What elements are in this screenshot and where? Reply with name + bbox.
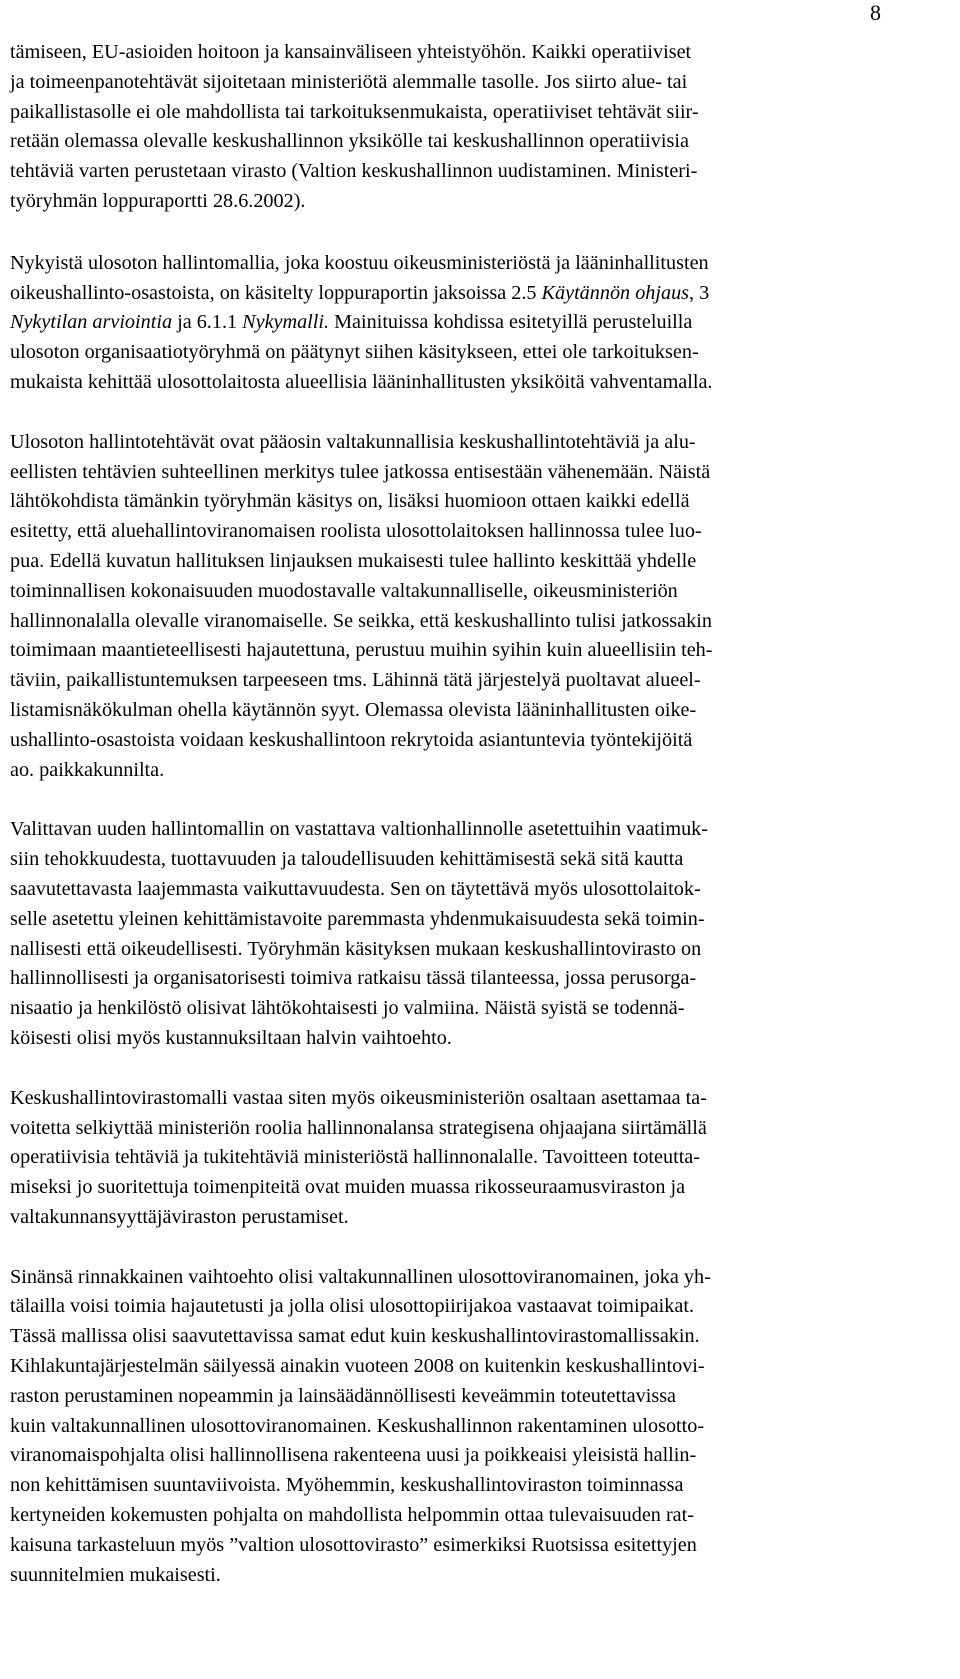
text-line: ushallinto-osastoista voidaan keskushallintoon rekrytoida asiantuntevia työntekijöitä — [10, 728, 693, 751]
text-line: eellisten tehtävien suhteellinen merkitys tulee jatkossa entisestään vähenemään. Näistä — [10, 460, 711, 483]
paragraph-6 — [10, 1263, 945, 1591]
text-line: kuin valtakunnallinen ulosottoviranomainen. Keskushallinnon rakentaminen ulosotto- — [10, 1414, 705, 1437]
text-line: paikallistasolle ei ole mahdollista tai tarkoituksenmukaista, operatiiviset tehtävät siir- — [10, 100, 699, 123]
text-line: Nykyistä ulosoton hallintomallia, joka koostuu oikeusministeriöstä ja lääninhallitusten — [10, 251, 709, 274]
text-line: Keskushallintovirastomalli vastaa siten myös oikeusministeriön osaltaan asettamaa ta- — [10, 1086, 707, 1109]
paragraph-4 — [10, 815, 945, 1053]
text-line: toimimaan maantieteellisesti hajautettuna, perustuu muihin syihin kuin alueellisiin teh- — [10, 639, 713, 662]
text-line: suunnitelmien mukaisesti. — [10, 1563, 221, 1586]
text-line: tälailla voisi toimia hajautetusti ja jolla olisi ulosottopiirijakoa vastaavat toimipaikat. — [10, 1295, 694, 1318]
section-title-italic: Nykytilan arviointia — [10, 311, 173, 334]
text-line: Tässä mallissa olisi saavutettavissa samat edut kuin keskushallintovirastomallissakin. — [10, 1325, 700, 1348]
text-line-mixed — [10, 308, 945, 338]
text-line: tämiseen, EU-asioiden hoitoon ja kansainväliseen yhteistyöhön. Kaikki operatiiviset — [10, 41, 692, 63]
text-line: kaisuna tarkasteluun myös ”valtion ulosottovirasto” esimerkiksi Ruotsissa esitettyjen — [10, 1533, 697, 1556]
text-segment: oikeushallinto-osastoista, on käsitelty loppuraportin jaksoissa 2.5 — [10, 281, 542, 304]
text-segment: Mainituissa kohdissa esitetyillä perusteluilla — [329, 311, 693, 334]
text-line: täviin, paikallistuntemuksen tarpeeseen tms. Lähinnä tätä järjestelyä puoltavat alueel- — [10, 669, 701, 692]
text-line: Ulosoton hallintotehtävät ovat pääosin valtakunnallisia keskushallintotehtäviä ja alu- — [10, 430, 696, 453]
text-line: nallisesti että oikeudellisesti. Työryhmän käsityksen mukaan keskushallintovirasto on — [10, 937, 702, 960]
text-line: kertyneiden kokemusten pohjalta on mahdollista helpommin ottaa tulevaisuuden rat- — [10, 1504, 694, 1527]
text-line: tehtäviä varten perustetaan virasto (Valtion keskushallinnon uudistaminen. Ministeri- — [10, 160, 698, 183]
text-line: ulosoton organisaatiotyöryhmä on päätynyt siihen käsitykseen, ettei ole tarkoituksen- — [10, 341, 699, 364]
text-line: lähtökohdista tämänkin työryhmän käsitys on, lisäksi huomioon ottaen kaikki edellä — [10, 490, 690, 513]
page-number: 8 — [870, 0, 881, 25]
text-line: köisesti olisi myös kustannuksiltaan halvin vaihtoehto. — [10, 1026, 452, 1049]
text-segment: , 3 — [689, 281, 710, 304]
section-title-italic: Nykymalli. — [242, 311, 330, 334]
text-line: siin tehokkuudesta, tuottavuuden ja taloudellisuuden kehittämisestä sekä sitä kautta — [10, 848, 684, 871]
paragraph-2 — [10, 249, 945, 398]
text-line: raston perustaminen nopeammin ja lainsäädännöllisesti keveämmin toteutettavissa — [10, 1384, 677, 1407]
text-line: työryhmän loppuraportti 28.6.2002). — [10, 189, 306, 212]
text-line: miseksi jo suoritettuja toimenpiteitä ovat muiden muassa rikosseuraamusviraston ja — [10, 1176, 686, 1199]
paragraph-1 — [10, 38, 945, 217]
text-line-mixed — [10, 279, 945, 309]
text-line: listamisnäkökulman ohella käytännön syyt. Olemassa olevista lääninhallitusten oike- — [10, 698, 697, 721]
text-segment: ja 6.1.1 — [172, 311, 243, 334]
text-line: esitetty, että aluehallintoviranomaisen roolista ulosottolaitoksen hallinnossa tulee luo- — [10, 520, 702, 543]
text-line: Valittavan uuden hallintomallin on vastattava valtionhallinnolle asetettuihin vaatimuk- — [10, 818, 708, 841]
paragraph-5 — [10, 1084, 945, 1233]
text-line: Sinänsä rinnakkainen vaihtoehto olisi valtakunnallinen ulosottoviranomainen, joka yh- — [10, 1265, 711, 1288]
text-line: operatiivisia tehtäviä ja tukitehtäviä ministeriöstä hallinnonalalle. Tavoitteen toteutta- — [10, 1146, 700, 1169]
text-line: retään olemassa olevalle keskushallinnon yksikölle tai keskushallinnon operatiivisia — [10, 130, 689, 153]
text-line: non kehittämisen suuntaviivoista. Myöhemmin, keskushallintoviraston toiminnassa — [10, 1474, 684, 1497]
text-line: saavutettavasta laajemmasta vaikuttavuudesta. Sen on täytettävä myös ulosottolaitok- — [10, 877, 701, 900]
text-line: selle asetettu yleinen kehittämistavoite paremmasta yhdenmukaisuudesta sekä toimin- — [10, 907, 705, 930]
text-line: ao. paikkakunnilta. — [10, 758, 165, 781]
section-title-italic: Käytännön ohjaus — [541, 281, 690, 304]
text-line: ja toimeenpanotehtävät sijoitetaan ministeriötä alemmalle tasolle. Jos siirto alue- tai — [10, 70, 688, 93]
text-line: hallinnollisesti ja organisatorisesti toimiva ratkaisu tässä tilanteessa, jossa perusorga- — [10, 967, 697, 990]
text-line: mukaista kehittää ulosottolaitosta alueellisia lääninhallitusten yksiköitä vahventamalla. — [10, 370, 713, 393]
text-line: nisaatio ja henkilöstö olisivat lähtökohtaisesti jo valmiina. Näistä syistä se todennä- — [10, 997, 685, 1020]
text-line: valtakunnansyyttäjäviraston perustamiset. — [10, 1205, 349, 1228]
text-line: pua. Edellä kuvatun hallituksen linjauksen mukaisesti tulee hallinto keskittää yhdelle — [10, 549, 697, 572]
text-line: toiminnallisen kokonaisuuden muodostavalle valtakunnalliselle, oikeusministeriön — [10, 579, 678, 602]
text-line: viranomaispohjalta olisi hallinnollisena rakenteena uusi ja poikkeaisi yleisistä hallin- — [10, 1444, 697, 1467]
text-line: hallinnonalalla olevalle viranomaiselle. Se seikka, että keskushallinto tulisi jatkossakin — [10, 609, 712, 632]
paragraph-3 — [10, 428, 945, 786]
text-line: voitetta selkiyttää ministeriön roolia hallinnonalansa strategisena ohjaajana siirtämällä — [10, 1116, 707, 1139]
text-line: Kihlakuntajärjestelmän säilyessä ainakin vuoteen 2008 on kuitenkin keskushallintovi- — [10, 1355, 705, 1378]
document-body — [10, 38, 945, 1620]
